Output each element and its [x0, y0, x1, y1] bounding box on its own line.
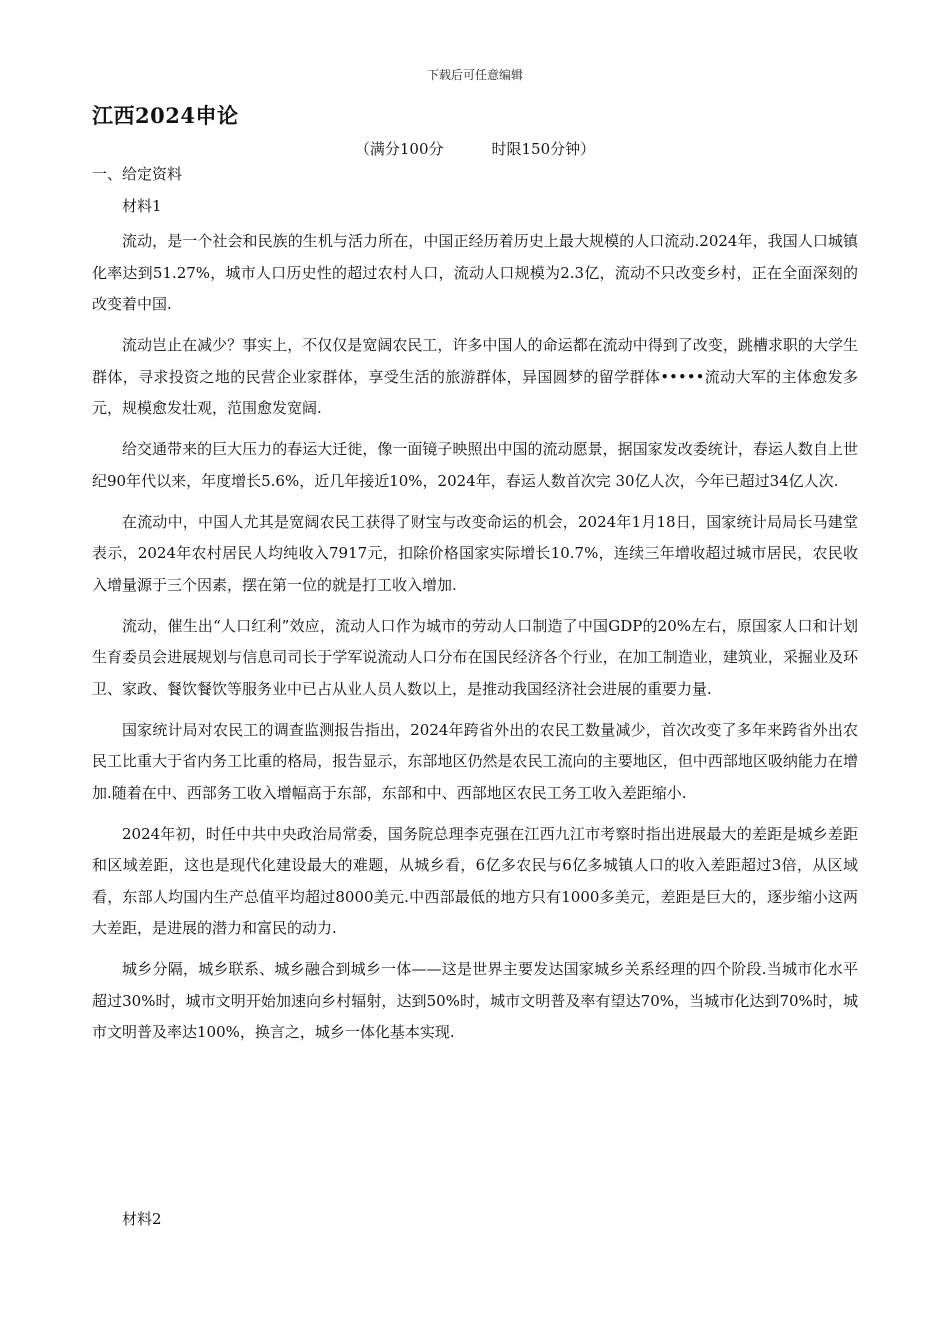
header-note: 下载后可任意编辑: [426, 68, 523, 82]
section-heading: 一、给定资料: [92, 165, 183, 183]
paragraph: 国家统计局对农民工的调查监测报告指出，2024年跨省外出的农民工数量减少，首次改变了多年来跨省外出农民工比重大于省内务工比重的格局，报告显示，东部地区仍然是农民工流向的主要地区，但中西部地区吸纳能力在增加.随着在中、西部务工收入增幅高于东部，东部和中、西部地区农民工务工收入差距缩小.: [92, 720, 858, 802]
full-score-text: （满分100分: [354, 140, 444, 158]
exam-info: [0, 138, 950, 159]
time-limit-text: 时限150分钟）: [491, 140, 596, 158]
paragraph: 流动岂止在减少？事实上，不仅仅是宽阔农民工，许多中国人的命运都在流动中得到了改变，跳槽求职的大学生群体，寻求投资之地的民营企业家群体，享受生活的旅游群体，异国圆梦的留学群体•••••流动大军的主体愈发多元，规模愈发壮观，范围愈发宽阔.: [92, 336, 858, 417]
paragraph: 流动，催生出“人口红利”效应，流动人口作为城市的劳动人口制造了中国GDP的20%左右，原国家人口和计划生育委员会进展规划与信息司司长于学军说流动人口分布在国民经济各个行业，在加工制造业，建筑业，采掘业及环卫、家政、餐饮餐饮等服务业中已占从业人员人数以上，是推动我国经济社会进展的重要力量.: [92, 616, 858, 698]
paragraph: 城乡分隔，城乡联系、城乡融合到城乡一体——这是世界主要发达国家城乡关系经理的四个阶段.当城市化水平超过30%时，城市文明开始加速向乡村辐射，达到50%时，城市文明普及率有望达70%，当城市化达到70%时，城市文明普及率达100%，换言之，城乡一体化基本实现.: [92, 960, 858, 1041]
paragraph: 2024年初，时任中共中央政治局常委，国务院总理李克强在江西九江市考察时指出进展最大的差距是城乡差距和区域差距，这也是现代化建设最大的难题，从城乡看，6亿多农民与6亿多城镇人口的收入差距超过3倍，从区域看，东部人均国内生产总值平均超过8000美元.中西部最低的地方只有1000多美元，差距是巨大的，逐步缩小这两大差距，是进展的潜力和富民的动力.: [92, 824, 858, 937]
document-title: 江西2024申论: [92, 103, 239, 128]
paragraph: 流动，是一个社会和民族的生机与活力所在，中国正经历着历史上最大规模的人口流动.2024年，我国人口城镇化率达到51.27%，城市人口历史性的超过农村人口，流动人口规模为2.3亿，流动不只改变乡村，正在全面深刻的改变着中国.: [92, 232, 858, 313]
material-2-label: 材料2: [122, 1210, 162, 1228]
paragraph: 给交通带来的巨大压力的春运大迁徙，像一面镜子映照出中国的流动愿景，据国家发改委统计，春运人数自上世纪90年代以来，年度增长5.6%，近几年接近10%，2024年，春运人数首次完 30亿人次，今年已超过34亿人次.: [92, 440, 858, 490]
material-1-body: [92, 226, 858, 1058]
material-1-label: 材料1: [122, 197, 162, 215]
paragraph: 在流动中，中国人尤其是宽阔农民工获得了财宝与改变命运的机会，2024年1月18日，国家统计局局长马建堂表示，2024年农村居民人均纯收入7917元，扣除价格国家实际增长10.7%，连续三年增收超过城市居民，农民收入增量源于三个因素，摆在第一位的就是打工收入增加.: [92, 512, 858, 594]
